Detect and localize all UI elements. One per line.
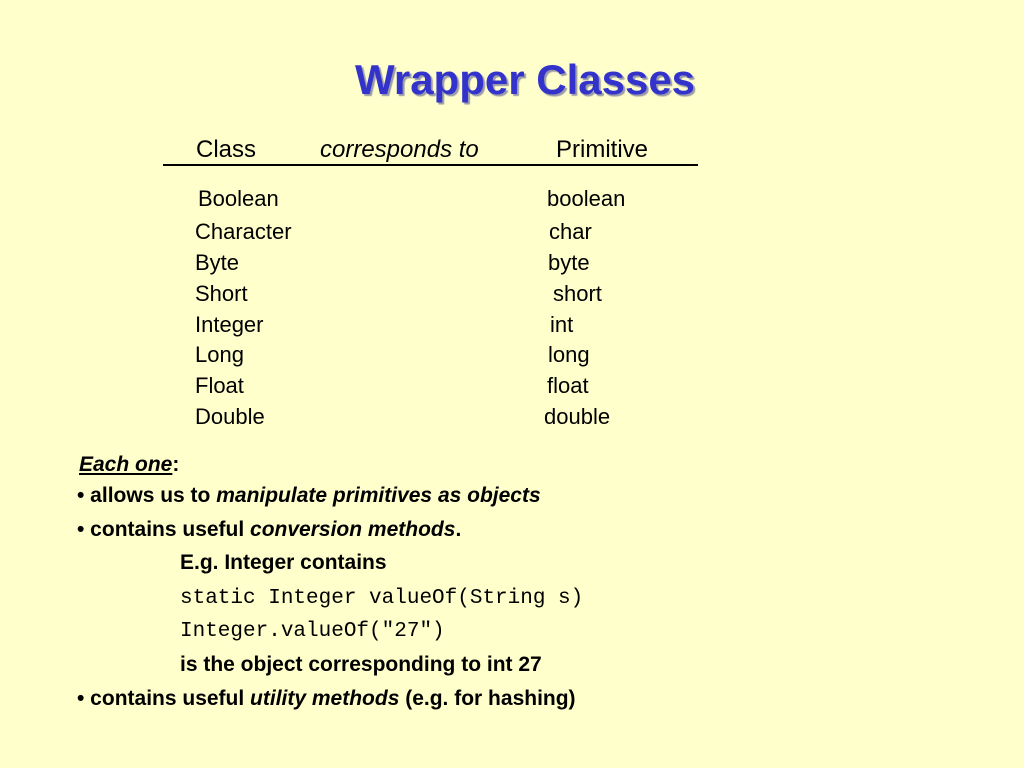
class-cell: Float [195, 373, 244, 398]
primitive-cell: float [547, 373, 589, 398]
example-outro: is the object corresponding to int 27 [180, 653, 542, 676]
bullet-emphasis: conversion methods [250, 518, 456, 541]
bullet-manipulate [77, 484, 541, 508]
primitive-cell: long [548, 342, 590, 367]
class-cell: Boolean [198, 186, 279, 211]
bullet-suffix: (e.g. for hashing) [399, 687, 576, 710]
code-line: static Integer valueOf(String s) [180, 587, 584, 610]
bullet-utility [77, 687, 576, 711]
class-cell: Character [195, 219, 292, 244]
class-cell: Byte [195, 250, 240, 275]
header-class: Class [196, 136, 257, 163]
table-header [163, 134, 698, 166]
code-line: Integer.valueOf("27") [180, 620, 445, 643]
slide-title: Wrapper Classes [354, 56, 696, 103]
example-intro: E.g. Integer contains [180, 551, 387, 574]
bullet-text: • allows us to [77, 484, 217, 507]
bullet-emphasis: manipulate primitives as objects [216, 484, 541, 507]
class-cell: Short [195, 281, 248, 306]
header-primitive: Primitive [556, 136, 649, 163]
each-one-heading [79, 453, 179, 477]
bullet-emphasis: utility methods [250, 687, 400, 710]
primitive-cell: short [553, 281, 602, 306]
bullet-text: • contains useful [77, 687, 251, 710]
each-one-colon: : [172, 453, 180, 476]
class-cell: Long [195, 342, 244, 367]
bullet-suffix: . [455, 518, 462, 541]
primitive-cell: byte [548, 250, 590, 275]
primitive-cell: boolean [547, 186, 626, 211]
class-cell: Integer [195, 312, 264, 337]
primitive-cell: double [544, 404, 611, 429]
header-corresponds: corresponds to [320, 136, 479, 163]
class-cell: Double [195, 404, 265, 429]
bullet-conversion [77, 518, 461, 542]
each-one-label: Each one [79, 453, 173, 476]
bullet-text: • contains useful [77, 518, 251, 541]
primitive-cell: int [550, 312, 574, 337]
primitive-cell: char [549, 219, 592, 244]
